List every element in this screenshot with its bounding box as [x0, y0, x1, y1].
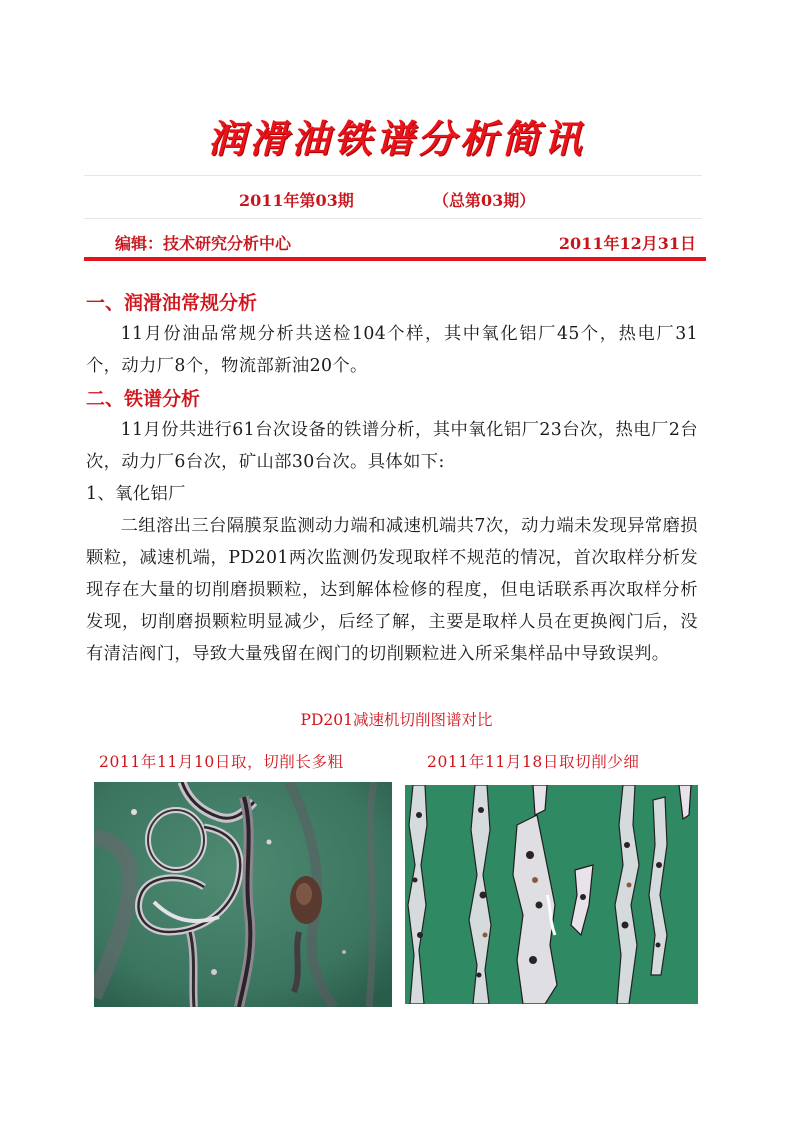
section-heading-ferrography: 二、铁谱分析	[86, 388, 201, 410]
left-image-caption: 2011年11月10日取，切削长多粗	[99, 753, 344, 771]
alumina-detail-text: 二组溶出三台隔膜泵监测动力端和减速机端共7次，动力端未发现异常磨损颗粒，减速机端，PD201两次监测仍发现取样不规范的情况，首次取样分析发现存在大量的切削磨损颗粒，达到解体检修的程度，但电话联系再次取样分析发现，切削磨损颗粒明显减少，后经了解，主要是取样人员在更换阀门后，没有清洁阀门，导致大量残留在阀门的切削颗粒进入所采集样品中导致误判。	[86, 516, 698, 664]
micrograph-after	[405, 785, 698, 1004]
title-divider	[84, 175, 702, 176]
subsection-heading-alumina: 1、氧化铝厂	[86, 484, 186, 504]
alumina-detail-paragraph	[86, 510, 698, 670]
section-heading-routine-analysis: 一、润滑油常规分析	[86, 292, 258, 314]
cutting-particles-long-image	[94, 782, 392, 1007]
page-title: 润滑油铁谱分析简讯	[207, 117, 586, 161]
editor-label: 编辑：技术研究分析中心	[115, 234, 292, 253]
routine-analysis-text: 11月份油品常规分析共送检104个样，其中氧化铝厂45个，热电厂31个，动力厂8个，物流部新油20个。	[86, 324, 698, 376]
right-image-caption: 2011年11月18日取切削少细	[427, 753, 640, 771]
header-rule	[84, 257, 706, 261]
issue-divider	[84, 218, 702, 219]
micrograph-before	[94, 782, 392, 1007]
routine-analysis-paragraph	[86, 318, 698, 382]
figure-caption: PD201减速机切削图谱对比	[300, 711, 493, 729]
ferrography-text: 11月份共进行61台次设备的铁谱分析，其中氧化铝厂23台次，热电厂2台次，动力厂6台次，矿山部30台次。具体如下:	[86, 420, 698, 472]
total-issue-number: （总第03期）	[433, 191, 536, 210]
cutting-particles-fine-image	[405, 785, 698, 1004]
subsection-heading	[86, 478, 698, 510]
issue-number: 2011年第03期	[239, 191, 354, 210]
publish-date: 2011年12月31日	[558, 234, 696, 253]
ferrography-paragraph	[86, 414, 698, 478]
